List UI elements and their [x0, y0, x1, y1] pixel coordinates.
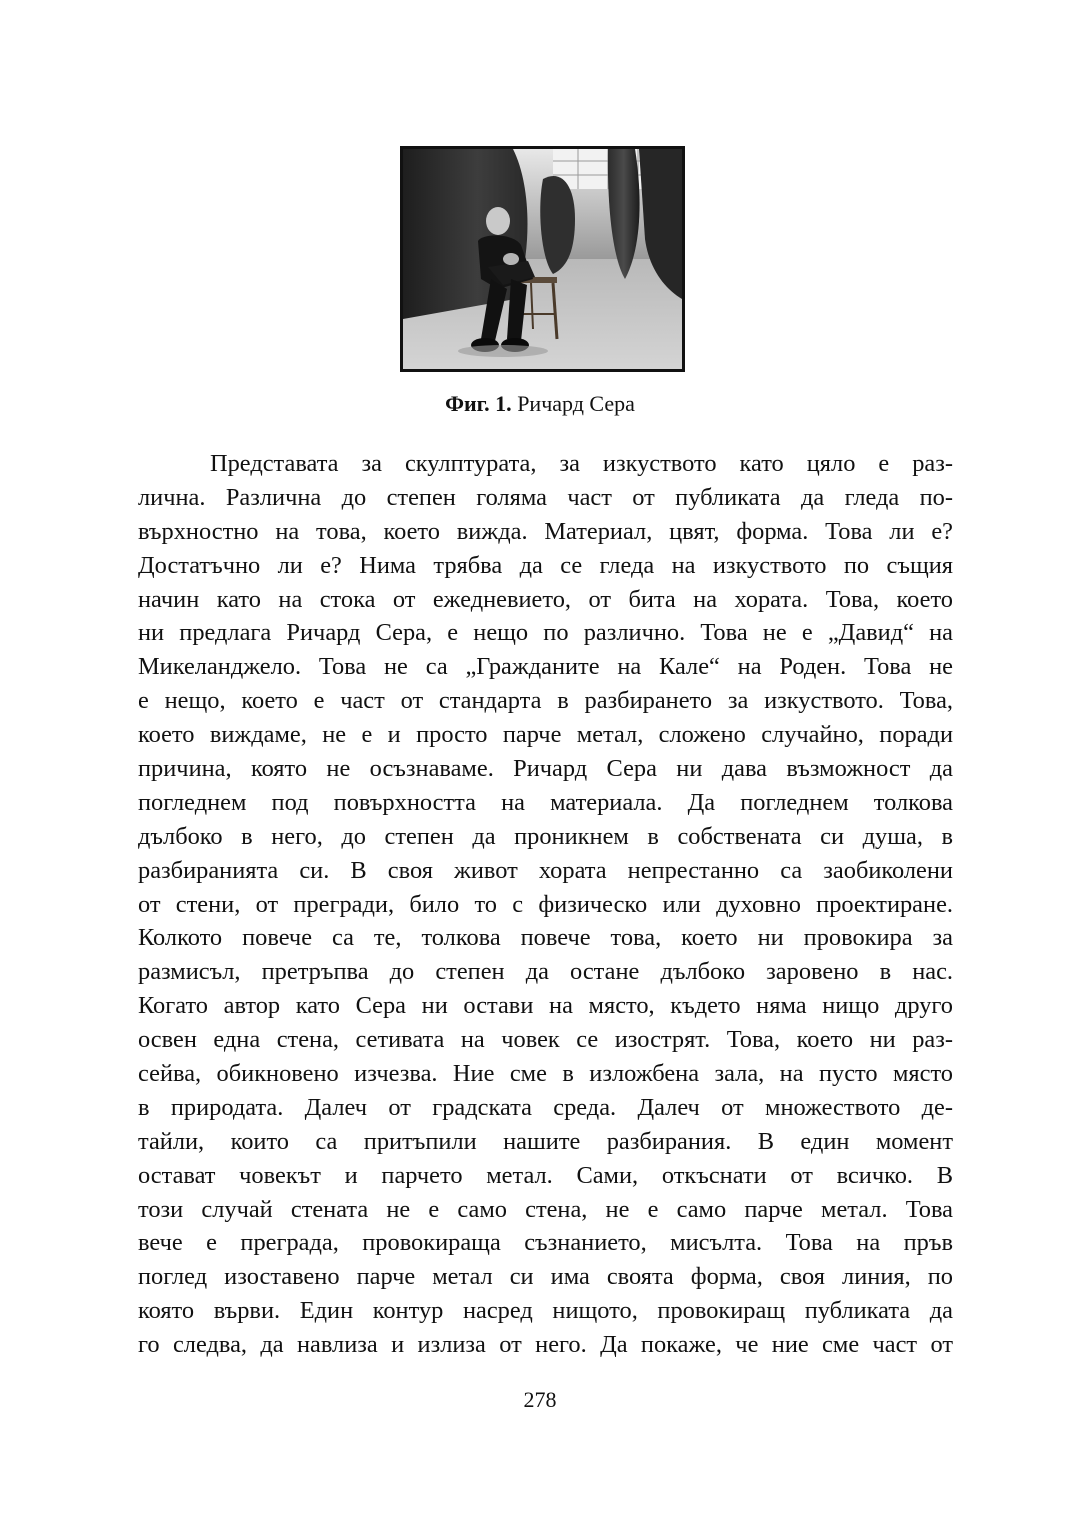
text-line: остават човекът и парчето метал. Сами, откъснати от всичко. В: [138, 1161, 953, 1189]
photo-image: [403, 149, 682, 369]
figure-caption: [0, 390, 1080, 418]
body-paragraph: [138, 447, 953, 1362]
text-line: Колкото повече са те, толкова повече това, което ни провокира за: [138, 924, 953, 952]
text-line: Микеланджело. Това не са „Гражданите на Кале“ на Роден. Това не: [138, 653, 953, 681]
text-line: размисъл, претръпва до степен да остане дълбоко заровено в нас.: [138, 958, 953, 986]
figure-caption-text: Ричард Сера: [517, 391, 635, 416]
text-line: сейва, обикновено изчезва. Ние сме в изложбена зала, на пусто място: [138, 1060, 953, 1088]
figure-photo: [400, 146, 685, 372]
page-number: 278: [523, 1387, 557, 1412]
text-line: вече е преграда, провокираща съзнанието, мисълта. Това на пръв: [138, 1229, 953, 1257]
text-line: което виждаме, не е и просто парче метал, сложено случайно, поради: [138, 721, 953, 749]
text-line: Представата за скулптурата, за изкуството като цяло е раз-: [210, 450, 953, 477]
text-line: върхностно на това, което вижда. Материал, цвят, форма. Това ли е?: [138, 517, 953, 545]
text-line: ни предлага Ричард Сера, е нещо по различно. Това не е „Давид“ на: [138, 619, 953, 647]
text-line: тайли, които са притъпили нашите разбирания. В един момент: [138, 1127, 953, 1155]
text-line: го следва, да навлиза и излиза от него. Да покаже, че ние сме част от: [138, 1331, 953, 1359]
text-line: погледнем под повърхността на материала. Да погледнем толкова: [138, 788, 953, 816]
text-line: причина, която не осъзнаваме. Ричард Сера ни дава възможност да: [138, 755, 953, 783]
text-line: Достатъчно ли е? Нима трябва да се гледа на изкуството по същия: [138, 551, 953, 579]
text-line: поглед изоставено парче метал си има своята форма, своя линия, по: [138, 1263, 953, 1291]
figure-caption-label: Фиг. 1.: [445, 391, 512, 416]
text-line: Когато автор като Сера ни остави на място, където няма нищо друго: [138, 992, 953, 1020]
text-line: разбиранията си. В своя живот хората непрестанно са заобиколени: [138, 856, 953, 884]
text-line: начин като на стока от ежедневието, от бита на хората. Това, което: [138, 585, 953, 613]
text-line: този случай стената не е само стена, не е само парче метал. Това: [138, 1195, 953, 1223]
text-line: от стени, от прегради, било то с физическо или духовно проектиране.: [138, 890, 953, 918]
text-line: е нещо, което е част от стандарта в разбирането за изкуството. Това,: [138, 687, 953, 715]
text-line: която върви. Един контур насред нищото, провокиращ публиката да: [138, 1297, 953, 1325]
text-line: освен една стена, сетивата на човек се изострят. Това, което ни раз-: [138, 1026, 953, 1054]
text-line: лична. Различна до степен голяма част от публиката да гледа по-: [138, 483, 953, 511]
text-line: в природата. Далеч от градската среда. Далеч от множеството де-: [138, 1093, 953, 1121]
text-line: дълбоко в него, до степен да проникнем в собствената си душа, в: [138, 822, 953, 850]
